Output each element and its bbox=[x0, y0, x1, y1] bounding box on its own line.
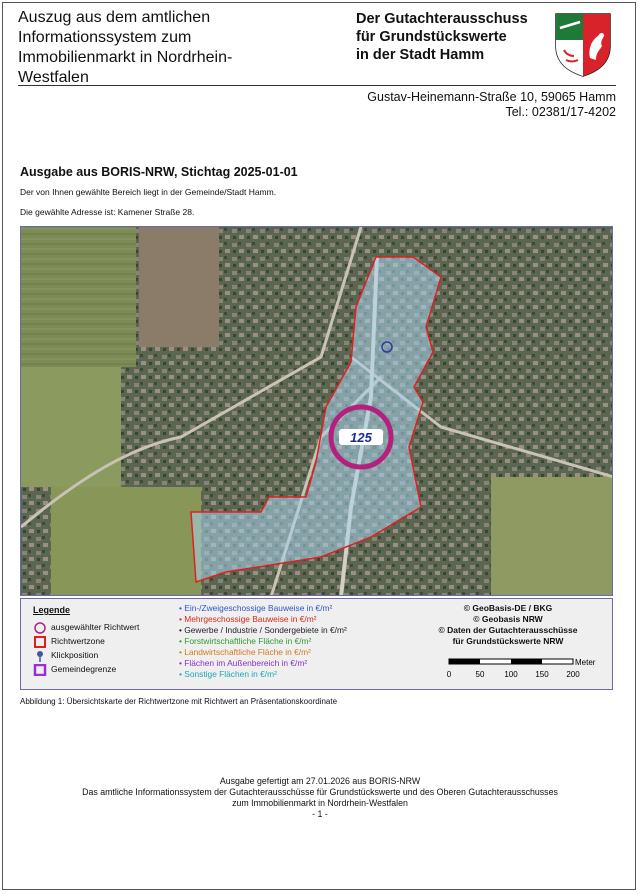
scale-tick: 200 bbox=[566, 670, 580, 679]
legend bbox=[20, 598, 613, 690]
office-address bbox=[367, 90, 616, 120]
copyright-line: für Grundstückswerte NRW bbox=[452, 636, 564, 646]
legend-label: Richtwertzone bbox=[51, 636, 105, 646]
header-right-line: in der Stadt Hamm bbox=[356, 47, 485, 63]
scale-tick: 100 bbox=[504, 670, 518, 679]
land-use-item: • Gewerbe / Industrie / Sondergebiete in €/m² bbox=[179, 625, 347, 635]
header-right-line: Der Gutachterausschuss bbox=[356, 11, 528, 27]
scale-tick: 150 bbox=[535, 670, 549, 679]
copyright-line: © Daten der Gutachterausschüsse bbox=[438, 625, 578, 635]
header-left-line: Informationssystem zum bbox=[18, 29, 192, 46]
boundary-icon bbox=[33, 664, 47, 676]
header-left-line: Immobilienmarkt in Nordrhein- bbox=[18, 49, 233, 66]
header-left-title bbox=[18, 8, 278, 88]
legend-item-click bbox=[33, 649, 98, 661]
address-line: Die gewählte Adresse ist: Kamener Straße 28. bbox=[20, 207, 195, 217]
scale-unit: Meter bbox=[575, 658, 596, 667]
copyright-line: © Geobasis NRW bbox=[473, 614, 543, 624]
legend-item-selected-value bbox=[33, 621, 139, 633]
land-use-list bbox=[179, 603, 347, 680]
legend-item-zone bbox=[33, 635, 105, 647]
nrw-crest-icon bbox=[552, 10, 614, 78]
header-right-title bbox=[356, 10, 556, 64]
header-divider bbox=[18, 85, 616, 86]
header-left-line: Westfalen bbox=[18, 69, 89, 86]
copyright-block bbox=[413, 603, 603, 647]
header-left-line: Auszug aus dem amtlichen bbox=[18, 9, 211, 26]
zone-icon bbox=[33, 636, 47, 648]
footer bbox=[0, 776, 640, 820]
legend-label: ausgewählter Richtwert bbox=[51, 622, 140, 632]
legend-item-boundary bbox=[33, 663, 116, 675]
figure-caption: Abbildung 1: Übersichtskarte der Richtwertzone mit Richtwert an Präsentationskoordinate bbox=[20, 697, 338, 706]
page-number: - 1 - bbox=[312, 809, 328, 819]
aerial-map[interactable] bbox=[20, 226, 613, 596]
land-use-item: • Forstwirtschaftliche Fläche in €/m² bbox=[179, 636, 312, 646]
footer-line: Das amtliche Informationssystem der Gutachterausschüsse für Grundstückswerte und des Oberen Gutachterausschusses bbox=[82, 787, 558, 797]
copyright-line: © GeoBasis-DE / BKG bbox=[463, 603, 553, 613]
scale-bar bbox=[445, 657, 605, 683]
footer-line: zum Immobilienmarkt in Nordrhein-Westfalen bbox=[232, 798, 408, 808]
scale-tick: 50 bbox=[475, 670, 485, 679]
legend-label: Klickposition bbox=[51, 650, 99, 660]
value-label: 125 bbox=[350, 430, 372, 445]
legend-label: Gemeindegrenze bbox=[51, 664, 117, 674]
report-title: Ausgabe aus BORIS-NRW, Stichtag 2025-01-01 bbox=[20, 165, 298, 179]
header-right-line: für Grundstückswerte bbox=[356, 29, 507, 45]
land-use-item: • Mehrgeschossige Bauweise in €/m² bbox=[179, 614, 317, 624]
land-use-item: • Ein-/Zweigeschossige Bauweise in €/m² bbox=[179, 603, 333, 613]
legend-title: Legende bbox=[33, 605, 71, 615]
land-use-item: • Landwirtschaftliche Fläche in €/m² bbox=[179, 647, 311, 657]
selected-value-icon bbox=[33, 622, 47, 634]
land-use-item: • Sonstige Flächen in €/m² bbox=[179, 669, 277, 679]
scale-tick: 0 bbox=[446, 670, 452, 679]
pin-icon bbox=[33, 650, 47, 662]
land-use-item: • Flächen im Außenbereich in €/m² bbox=[179, 658, 308, 668]
area-line: Der von Ihnen gewählte Bereich liegt in der Gemeinde/Stadt Hamm. bbox=[20, 187, 277, 197]
phone-line: Tel.: 02381/17-4202 bbox=[505, 105, 616, 119]
address-line: Gustav-Heinemann-Straße 10, 59065 Hamm bbox=[367, 90, 616, 104]
footer-line: Ausgabe gefertigt am 27.01.2026 aus BORIS-NRW bbox=[219, 776, 421, 786]
